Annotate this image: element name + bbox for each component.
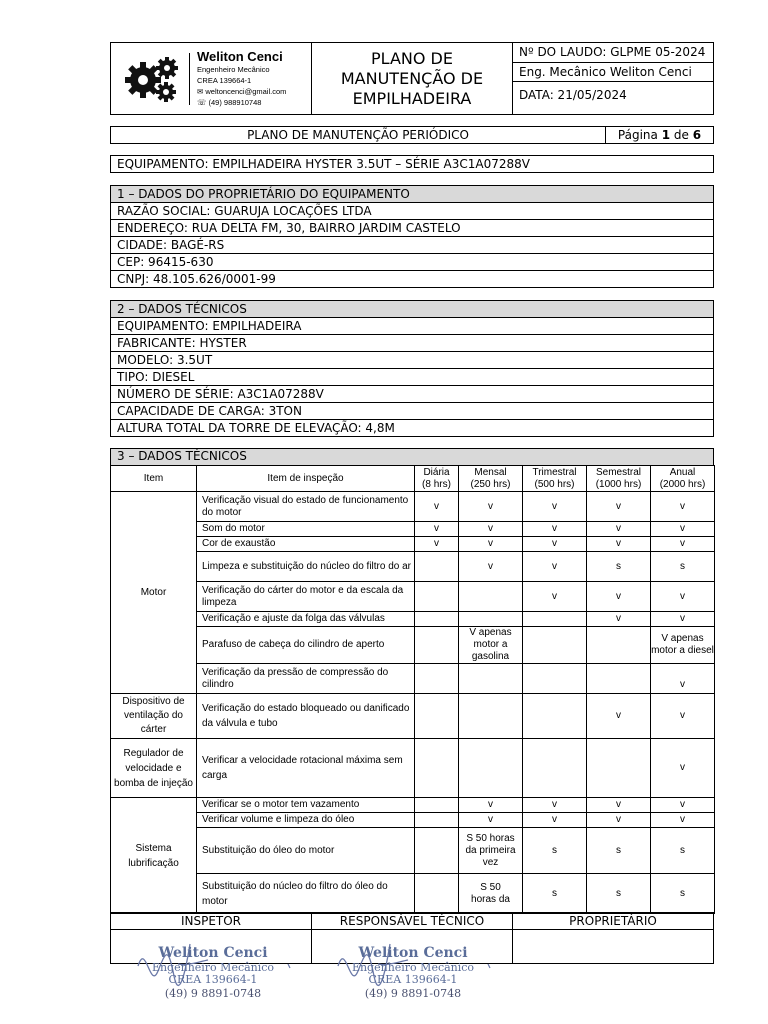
table-row [111,582,715,612]
sig2-role: Engenheiro Mecânico [351,961,475,974]
col-annual: Anual (2000 hrs) [651,466,715,492]
responsible-signature [328,936,498,1006]
laudo-number: Nº DO LAUDO: GLPME 05-2024 [513,43,713,63]
company-cell [111,43,312,115]
tech-capacity: CAPACIDADE DE CARGA: 3TON [111,402,713,419]
section-owner [110,185,714,288]
equipment-line [110,155,714,173]
sig1-role: Engenheiro Mecânico [151,961,275,974]
page-of: de [673,128,689,142]
frequency-cell: v [523,798,587,813]
frequency-cell: s [651,552,715,582]
group-motor: Motor [111,492,197,694]
frequency-cell [415,813,459,828]
frequency-cell [523,694,587,739]
company-email: weltoncenci@gmail.com [205,87,287,96]
inspection-text: Verificação visual do estado de funcionamento do motor [197,492,415,522]
frequency-cell: s [587,828,651,874]
frequency-cell [415,828,459,874]
frequency-cell: v [651,537,715,552]
frequency-cell: v [459,813,523,828]
inspection-text: Som do motor [197,522,415,537]
group-ventilation: Dispositivo de ventilação do cárter [111,694,197,739]
tech-height: ALTURA TOTAL DA TORRE DE ELEVAÇÃO: 4,8M [111,419,713,436]
inspection-text: Substituição do óleo do motor [197,828,415,874]
owner-label: PROPRIETÁRIO [513,913,714,930]
frequency-cell: v [651,522,715,537]
owner-address: ENDEREÇO: RUA DELTA FM, 30, BAIRRO JARDIM CASTELO [111,219,713,236]
table-row [111,739,715,798]
tech-type: TIPO: DIESEL [111,368,713,385]
frequency-cell: v [523,492,587,522]
frequency-cell [415,582,459,612]
info-cell [513,43,714,115]
frequency-cell: s [587,552,651,582]
inspection-text: Verificar a velocidade rotacional máxima sem carga [197,739,415,798]
page-total: 6 [692,128,702,142]
col-semiannual: Semestral (1000 hrs) [587,466,651,492]
inspection-text: Verificação da pressão de compressão do cilindro [197,664,415,694]
sig2-name: Weliton Cenci [358,945,468,961]
frequency-cell: v [587,813,651,828]
table-row [111,522,715,537]
frequency-cell [415,694,459,739]
frequency-cell: v [587,537,651,552]
frequency-cell: v [587,492,651,522]
col-item: Item [111,466,197,492]
frequency-cell: v [459,522,523,537]
company-role: Engenheiro Mecânico [197,65,270,74]
col-quarterly: Trimestral (500 hrs) [523,466,587,492]
table-row [111,813,715,828]
owner-city: CIDADE: BAGÉ-RS [111,236,713,253]
frequency-cell [415,798,459,813]
frequency-cell [415,739,459,798]
frequency-cell: v [459,492,523,522]
group-regulator: Regulador de velocidade e bomba de injeção [111,739,197,798]
table-row [111,874,715,914]
frequency-cell: v [523,522,587,537]
frequency-cell [523,612,587,627]
frequency-cell: v [651,492,715,522]
gears-icon [123,54,181,104]
inspection-text: Parafuso de cabeça do cilindro de aperto [197,627,415,664]
section1-title: 1 – DADOS DO PROPRIETÁRIO DO EQUIPAMENTO [111,186,713,202]
frequency-cell: S 50 horas da primeira vez [459,828,523,874]
header-block [110,42,714,114]
col-monthly: Mensal (250 hrs) [459,466,523,492]
frequency-cell: v [415,492,459,522]
frequency-cell [415,874,459,914]
inspection-text: Limpeza e substituição do núcleo do filtro do ar [197,552,415,582]
page-current: 1 [661,128,671,142]
frequency-cell: v [651,582,715,612]
sig1-crea: CREA 139664-1 [168,973,258,986]
sig2-phone: (49) 9 8891-0748 [364,987,462,1000]
table-row [111,798,715,813]
inspection-text: Verificação e ajuste da folga das válvulas [197,612,415,627]
frequency-cell: v [523,537,587,552]
frequency-cell: v [651,694,715,739]
table-row [111,612,715,627]
owner-cep: CEP: 96415-630 [111,253,713,270]
table-row [111,664,715,694]
frequency-cell: v [587,612,651,627]
frequency-cell: v [459,552,523,582]
frequency-cell: v [587,694,651,739]
frequency-cell [587,627,651,664]
frequency-cell: v [459,798,523,813]
sig1-phone: (49) 9 8891-0748 [164,987,262,1000]
frequency-cell [459,612,523,627]
tech-equipment: EQUIPAMENTO: EMPILHADEIRA [111,317,713,334]
table-row [111,537,715,552]
whatsapp-icon: ☏ [197,98,207,107]
table-row [111,828,715,874]
owner-company: RAZÃO SOCIAL: GUARUJA LOCAÇÕES LTDA [111,202,713,219]
frequency-cell: v [523,552,587,582]
frequency-cell: v [587,798,651,813]
frequency-cell: v [523,582,587,612]
frequency-cell [459,664,523,694]
frequency-cell [523,664,587,694]
col-inspection: Item de inspeção [197,466,415,492]
frequency-cell [523,739,587,798]
table-row [111,552,715,582]
plan-bar [110,126,714,144]
owner-cnpj: CNPJ: 48.105.626/0001-99 [111,270,713,287]
doc-title-line3: EMPILHADEIRA [352,88,472,108]
frequency-cell [459,694,523,739]
email-icon: ✉ [197,87,204,96]
table-header-row [111,466,715,492]
frequency-cell [415,664,459,694]
inspection-text: Substituição do núcleo do filtro do óleo do motor [197,874,415,914]
table-row [111,627,715,664]
frequency-cell [415,627,459,664]
engineer-name: Eng. Mecânico Weliton Cenci [513,63,713,82]
frequency-cell: v [651,739,715,798]
report-date: DATA: 21/05/2024 [519,88,627,102]
frequency-cell [587,739,651,798]
section2-title: 2 – DADOS TÉCNICOS [111,301,713,317]
tech-serial: NÚMERO DE SÉRIE: A3C1A07288V [111,385,713,402]
page-label: Página [617,128,658,142]
table-row [111,492,715,522]
table-row [111,694,715,739]
inspection-text: Cor de exaustão [197,537,415,552]
col-daily: Diária (8 hrs) [415,466,459,492]
frequency-cell: V apenas motor a diesel [651,627,715,664]
frequency-cell: v [415,537,459,552]
inspection-text: Verificar se o motor tem vazamento [197,798,415,813]
frequency-cell [415,552,459,582]
frequency-cell: v [651,813,715,828]
frequency-cell: s [651,828,715,874]
company-phone: (49) 988910748 [208,98,262,107]
frequency-cell: S 50 horas da [459,874,523,914]
frequency-cell [459,582,523,612]
frequency-cell: v [587,522,651,537]
company-crea: CREA 139664-1 [197,76,252,85]
frequency-cell: s [587,874,651,914]
section-inspection [110,448,714,914]
inspection-text: Verificar volume e limpeza do óleo [197,813,415,828]
inspection-table [110,465,715,914]
frequency-cell [459,739,523,798]
inspection-text: Verificação do estado bloqueado ou danificado da válvula e tubo [197,694,415,739]
company-name: Weliton Cenci [197,49,283,64]
tech-manufacturer: FABRICANTE: HYSTER [111,334,713,351]
responsible-label: RESPONSÁVEL TÉCNICO [312,913,513,930]
sig1-name: Weliton Cenci [158,945,268,961]
frequency-cell: s [523,874,587,914]
frequency-cell: s [523,828,587,874]
frequency-cell [415,612,459,627]
frequency-cell: v [651,612,715,627]
frequency-cell: s [651,874,715,914]
frequency-cell: v [459,537,523,552]
section-technical [110,300,714,437]
section3-title: 3 – DADOS TÉCNICOS [110,448,714,465]
group-lubrication: Sistema lubrificação [111,798,197,914]
frequency-cell: v [651,798,715,813]
frequency-cell [587,664,651,694]
frequency-cell [523,627,587,664]
frequency-cell: v [587,582,651,612]
owner-signature-cell [513,930,714,964]
frequency-cell: v [523,813,587,828]
inspection-text: Verificação do cárter do motor e da escala da limpeza [197,582,415,612]
frequency-cell: v [651,664,715,694]
doc-title-line1: PLANO DE [371,48,453,68]
plan-title: PLANO DE MANUTENÇÃO PERIÓDICO [111,127,606,143]
inspector-signature [128,936,298,1006]
title-cell [312,43,513,115]
frequency-cell: v [415,522,459,537]
doc-title-line2: MANUTENÇÃO DE [340,68,484,88]
inspector-label: INSPETOR [111,913,312,930]
equipment-text: EQUIPAMENTO: EMPILHADEIRA HYSTER 3.5UT – SÉRIE A3C1A07288V [117,157,531,171]
tech-model: MODELO: 3.5UT [111,351,713,368]
sig2-crea: CREA 139664-1 [368,973,458,986]
page-indicator [606,127,713,143]
frequency-cell: V apenas motor a gasolina [459,627,523,664]
